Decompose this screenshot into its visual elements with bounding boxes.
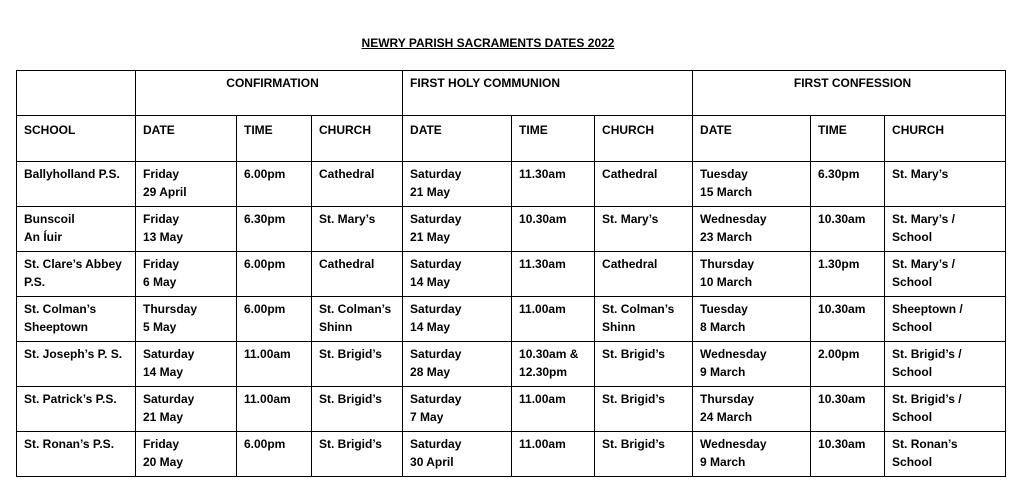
cell-line: School [892, 365, 933, 379]
cell-line: St. Joseph’s P. S. [24, 347, 123, 361]
confirmation-date-cell [136, 252, 237, 297]
communion-time-cell [512, 207, 595, 252]
cell-line: Thursday [700, 392, 755, 406]
cell-line: Cathedral [602, 167, 658, 181]
cell-line: St. Brigid’s [319, 392, 382, 406]
cell-line: St. Mary’s [319, 212, 376, 226]
cell-line: Thursday [143, 302, 198, 316]
confirmation-church-cell [312, 342, 403, 387]
communion-time-cell [512, 252, 595, 297]
confession-date-cell [693, 387, 811, 432]
cell-line: St. Colman’s [319, 302, 392, 316]
column-header-confession-date: DATE [693, 116, 811, 162]
confession-church-cell [885, 297, 1006, 342]
confirmation-church-cell [312, 387, 403, 432]
confession-time-cell [811, 432, 885, 477]
confirmation-church-cell [312, 162, 403, 207]
cell-line: 5 May [143, 320, 177, 334]
cell-line: St. Clare’s Abbey [24, 257, 122, 271]
confirmation-date-cell [136, 297, 237, 342]
confession-time-cell [811, 387, 885, 432]
cell-line: 2.00pm [818, 347, 860, 361]
cell-line: Saturday [410, 167, 462, 181]
cell-line: 10 March [700, 275, 753, 289]
cell-line: Friday [143, 167, 180, 181]
cell-line: Sheeptown [24, 320, 89, 334]
confirmation-date-cell [136, 207, 237, 252]
communion-time-cell [512, 297, 595, 342]
cell-line: 6.00pm [244, 437, 286, 451]
cell-line: St. Ronan’s [892, 437, 958, 451]
cell-line: 30 April [410, 455, 454, 469]
cell-line: St. Mary’s / [892, 212, 955, 226]
cell-line: 23 March [700, 230, 753, 244]
cell-line: Tuesday [700, 302, 748, 316]
column-header-school: SCHOOL [17, 116, 136, 162]
confirmation-date-cell [136, 162, 237, 207]
communion-church-cell [595, 297, 693, 342]
communion-church-cell [595, 387, 693, 432]
cell-line: Wednesday [700, 437, 767, 451]
cell-line: 11.00am [519, 437, 566, 451]
confession-church-cell [885, 342, 1006, 387]
communion-church-cell [595, 207, 693, 252]
column-header-communion-church: CHURCH [595, 116, 693, 162]
communion-time-cell [512, 162, 595, 207]
document-title [0, 36, 976, 50]
cell-line: An Íuir [24, 230, 62, 244]
cell-line: P.S. [24, 275, 46, 289]
cell-line: Tuesday [700, 167, 748, 181]
cell-line: St. Colman’s [24, 302, 97, 316]
cell-line: 24 March [700, 410, 753, 424]
cell-line: 10.30am & [519, 347, 579, 361]
column-header-confirmation-date: DATE [136, 116, 237, 162]
confirmation-date-cell [136, 387, 237, 432]
school-cell [17, 387, 136, 432]
cell-line: 11.00am [244, 347, 291, 361]
column-header-row [17, 116, 1006, 162]
communion-church-cell [595, 162, 693, 207]
column-header-confession-church: CHURCH [885, 116, 1006, 162]
group-confirmation: CONFIRMATION [136, 71, 403, 116]
cell-line: School [892, 230, 933, 244]
school-cell [17, 252, 136, 297]
cell-line: Cathedral [602, 257, 658, 271]
cell-line: 14 May [410, 320, 451, 334]
column-header-confession-time: TIME [811, 116, 885, 162]
cell-line: Saturday [410, 347, 462, 361]
cell-line: Saturday [143, 392, 195, 406]
cell-line: 15 March [700, 185, 753, 199]
cell-line: 12.30pm [519, 365, 568, 379]
cell-line: St. Brigid’s [319, 437, 382, 451]
communion-date-cell [403, 297, 512, 342]
cell-line: Cathedral [319, 257, 375, 271]
communion-date-cell [403, 432, 512, 477]
cell-line: 10.30am [818, 212, 866, 226]
confirmation-time-cell [237, 162, 312, 207]
confirmation-date-cell [136, 342, 237, 387]
confirmation-date-cell [136, 432, 237, 477]
communion-church-cell [595, 432, 693, 477]
group-header-row [17, 71, 1006, 116]
cell-line: Saturday [410, 257, 462, 271]
cell-line: 10.30am [818, 437, 866, 451]
cell-line: School [892, 410, 933, 424]
cell-line: St. Brigid’s [319, 347, 382, 361]
confession-date-cell [693, 252, 811, 297]
confirmation-church-cell [312, 432, 403, 477]
sacraments-table [16, 70, 1006, 477]
cell-line: 9 March [700, 455, 746, 469]
cell-line: St. Brigid’s [602, 347, 665, 361]
communion-date-cell [403, 162, 512, 207]
cell-line: Saturday [410, 392, 462, 406]
cell-line: 20 May [143, 455, 184, 469]
cell-line: 28 May [410, 365, 451, 379]
cell-line: Saturday [143, 347, 195, 361]
cell-line: 21 May [410, 185, 451, 199]
confession-church-cell [885, 162, 1006, 207]
school-cell [17, 162, 136, 207]
confession-time-cell [811, 162, 885, 207]
cell-line: 10.30am [818, 302, 866, 316]
group-cell-empty [17, 71, 136, 116]
cell-line: 14 May [143, 365, 184, 379]
cell-line: 10.30am [818, 392, 866, 406]
communion-time-cell [512, 432, 595, 477]
school-cell [17, 297, 136, 342]
cell-line: Wednesday [700, 212, 767, 226]
group-first-holy-communion: FIRST HOLY COMMUNION [403, 71, 693, 116]
confirmation-time-cell [237, 252, 312, 297]
confession-date-cell [693, 297, 811, 342]
communion-date-cell [403, 252, 512, 297]
cell-line: St. Patrick’s P.S. [24, 392, 117, 406]
confession-time-cell [811, 252, 885, 297]
communion-date-cell [403, 387, 512, 432]
cell-line: 6.00pm [244, 257, 286, 271]
communion-church-cell [595, 342, 693, 387]
table-row [17, 432, 1006, 477]
cell-line: Saturday [410, 302, 462, 316]
confirmation-church-cell [312, 297, 403, 342]
communion-date-cell [403, 207, 512, 252]
cell-line: Bunscoil [24, 212, 75, 226]
cell-line: Wednesday [700, 347, 767, 361]
confirmation-time-cell [237, 207, 312, 252]
confirmation-time-cell [237, 342, 312, 387]
table-body [17, 71, 1006, 477]
column-header-communion-date: DATE [403, 116, 512, 162]
table-row [17, 297, 1006, 342]
cell-line: Saturday [410, 437, 462, 451]
cell-line: Friday [143, 437, 180, 451]
confession-time-cell [811, 342, 885, 387]
cell-line: School [892, 320, 933, 334]
cell-line: 29 April [143, 185, 187, 199]
communion-date-cell [403, 342, 512, 387]
cell-line: St. Brigid’s / [892, 392, 962, 406]
cell-line: St. Ronan’s P.S. [24, 437, 115, 451]
title-text: NEWRY PARISH SACRAMENTS DATES 2022 [361, 36, 615, 50]
confession-time-cell [811, 297, 885, 342]
column-header-communion-time: TIME [512, 116, 595, 162]
cell-line: 21 May [143, 410, 184, 424]
confession-church-cell [885, 207, 1006, 252]
confession-church-cell [885, 387, 1006, 432]
school-cell [17, 342, 136, 387]
cell-line: St. Mary’s / [892, 257, 955, 271]
confession-time-cell [811, 207, 885, 252]
confession-date-cell [693, 207, 811, 252]
cell-line: 14 May [410, 275, 451, 289]
cell-line: 11.00am [519, 392, 566, 406]
cell-line: 6.00pm [244, 167, 286, 181]
table-row [17, 252, 1006, 297]
cell-line: 21 May [410, 230, 451, 244]
cell-line: 6.30pm [244, 212, 286, 226]
confirmation-church-cell [312, 252, 403, 297]
cell-line: 7 May [410, 410, 444, 424]
cell-line: Cathedral [319, 167, 375, 181]
cell-line: St. Brigid’s [602, 437, 665, 451]
communion-time-cell [512, 342, 595, 387]
cell-line: Saturday [410, 212, 462, 226]
cell-line: Sheeptown / [892, 302, 963, 316]
column-header-confirmation-time: TIME [237, 116, 312, 162]
cell-line: Shinn [602, 320, 636, 334]
cell-line: School [892, 275, 933, 289]
cell-line: St. Mary’s [602, 212, 659, 226]
confirmation-time-cell [237, 297, 312, 342]
cell-line: Friday [143, 257, 180, 271]
cell-line: 11.30am [519, 257, 566, 271]
table-row [17, 162, 1006, 207]
cell-line: St. Mary’s [892, 167, 949, 181]
cell-line: St. Colman’s [602, 302, 675, 316]
cell-line: 1.30pm [818, 257, 860, 271]
communion-church-cell [595, 252, 693, 297]
confirmation-time-cell [237, 387, 312, 432]
cell-line: 6 May [143, 275, 177, 289]
communion-time-cell [512, 387, 595, 432]
cell-line: 9 March [700, 365, 746, 379]
cell-line: 11.00am [519, 302, 566, 316]
column-header-confirmation-church: CHURCH [312, 116, 403, 162]
group-first-confession: FIRST CONFESSION [693, 71, 1006, 116]
cell-line: 6.00pm [244, 302, 286, 316]
school-cell [17, 207, 136, 252]
cell-line: Friday [143, 212, 180, 226]
cell-line: 8 March [700, 320, 746, 334]
cell-line: 11.00am [244, 392, 291, 406]
table-row [17, 387, 1006, 432]
confession-date-cell [693, 162, 811, 207]
cell-line: Shinn [319, 320, 353, 334]
school-cell [17, 432, 136, 477]
cell-line: 13 May [143, 230, 184, 244]
confession-church-cell [885, 432, 1006, 477]
cell-line: St. Brigid’s / [892, 347, 962, 361]
cell-line: 10.30am [519, 212, 567, 226]
cell-line: Thursday [700, 257, 755, 271]
table-row [17, 342, 1006, 387]
table-row [17, 207, 1006, 252]
confession-church-cell [885, 252, 1006, 297]
confirmation-time-cell [237, 432, 312, 477]
cell-line: School [892, 455, 933, 469]
cell-line: 11.30am [519, 167, 566, 181]
confession-date-cell [693, 432, 811, 477]
cell-line: 6.30pm [818, 167, 860, 181]
cell-line: Ballyholland P.S. [24, 167, 120, 181]
confession-date-cell [693, 342, 811, 387]
confirmation-church-cell [312, 207, 403, 252]
cell-line: St. Brigid’s [602, 392, 665, 406]
